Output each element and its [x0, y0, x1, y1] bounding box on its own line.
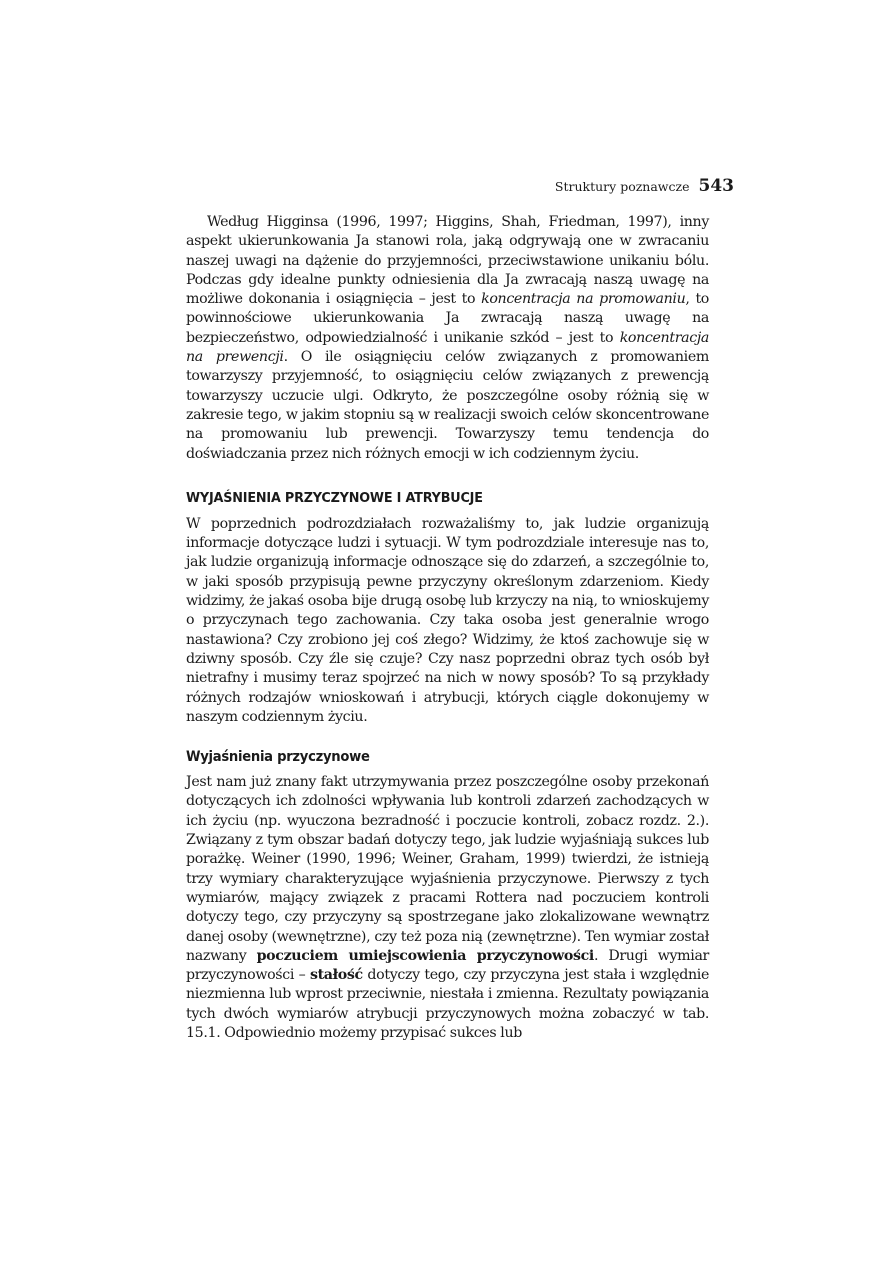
term-koncentracja-na-promowaniu: koncentracja na promowaniu — [481, 291, 686, 308]
term-koncentracja-na-prewencji: koncentracja na prewencji — [186, 329, 709, 366]
running-head: Struktury poznawcze — [554, 179, 690, 194]
term-stalosc: stałość — [309, 967, 363, 984]
paragraph-higgins: Według Higginsa (1996, 1997; Higgins, Shah, Friedman, 1997), inny aspekt ukierunkowania Ja stanowi rola, jaką odgrywają one w zwracaniu naszej uwagi na dążenie do przyjemności, przeciwstawione unikaniu bólu. Podczas gdy idealne punkty odniesienia dla Ja zwracają naszą uwagę na możliwe dokonania i osiągnięcia – jest to koncentracja na promowaniu, to powinnościowe ukierunkowania Ja zwracają naszą uwagę na bezpieczeństwo, odpowiedzialność i unikanie szkód – jest to koncentracja na prewencji. O ile osiągnięciu celów związanych z promowaniem towarzyszy przyjemność, to osiągnięciu celów związanych z prewencją towarzyszy uczucie ulgi. Odkryto, że poszczególne osoby różnią się w zakresie tego, w jakim stopniu są w realizacji swoich celów skoncentrowane na promowaniu lub prewencji. Towarzyszy temu tendencja do doświadczania przez nich różnych emocji w ich codziennym życiu. — [186, 214, 709, 462]
term-poczucie-umiejscowienia: poczuciem umiejscowienia przyczynowości — [256, 947, 594, 964]
paragraph-section-intro: W poprzednich podrozdziałach rozważaliśmy to, jak ludzie organizują informacje dotyczące ludzi i sytuacji. W tym podrozdziale interesuje nas to, jak ludzie organizują informacje odnoszące się do zdarzeń, a szczególnie to, w jaki sposób przypisują pewne przyczyny określonym zdarzeniom. Kiedy widzimy, że jakaś osoba bije drugą osobę lub krzyczy na nią, to wnioskujemy o przyczynach tego zachowania. Czy taka osoba jest generalnie wrogo nastawiona? Czy zrobiono jej coś złego? Widzimy, że ktoś zachowuje się w dziwny sposób. Czy źle się czuje? Czy nasz poprzedni obraz tych osób był nietrafny i musimy teraz spojrzeć na nich w nowy sposób? To są przykłady różnych rodzajów wnioskowań i atrybucji, których ciągle dokonujemy w naszym codziennym życiu. — [186, 515, 709, 725]
subsection-heading: Wyjaśnienia przyczynowe — [186, 749, 370, 766]
page-number: 543 — [698, 176, 734, 196]
page-body — [186, 213, 709, 1043]
section-heading: WYJAŚNIENIA PRZYCZYNOWE I ATRYBUCJE — [186, 489, 483, 506]
page-header — [186, 176, 734, 200]
paragraph-causal-explanations: Jest nam już znany fakt utrzymywania przez poszczególne osoby przekonań dotyczących ich zdolności wpływania lub kontroli zdarzeń zachodzących w ich życiu (np. wyuczona bezradność i poczucie kontroli, zobacz rozdz. 2.). Związany z tym obszar badań dotyczy tego, jak ludzie wyjaśniają sukces lub porażkę. Weiner (1990, 1996; Weiner, Graham, 1999) twierdzi, że istnieją trzy wymiary charakteryzujące wyjaśnienia przyczynowe. Pierwszy z tych wymiarów, mający związek z pracami Rottera nad poczuciem kontroli dotyczy tego, czy przyczyny są spostrzegane jako zlokalizowane wewnątrz danej osoby (wewnętrzne), czy też poza nią (zewnętrzne). Ten wymiar został nazwany poczuciem umiejscowienia przyczynowości. Drugi wymiar przyczynowości – stałość dotyczy tego, czy przyczyna jest stała i względnie niezmienna lub wprost przeciwnie, niestała i zmienna. Rezultaty powiązania tych dwóch wymiarów atrybucji przyczynowych można zobaczyć w tab. 15.1. Odpowiednio możemy przypisać sukces lub — [186, 774, 709, 1041]
